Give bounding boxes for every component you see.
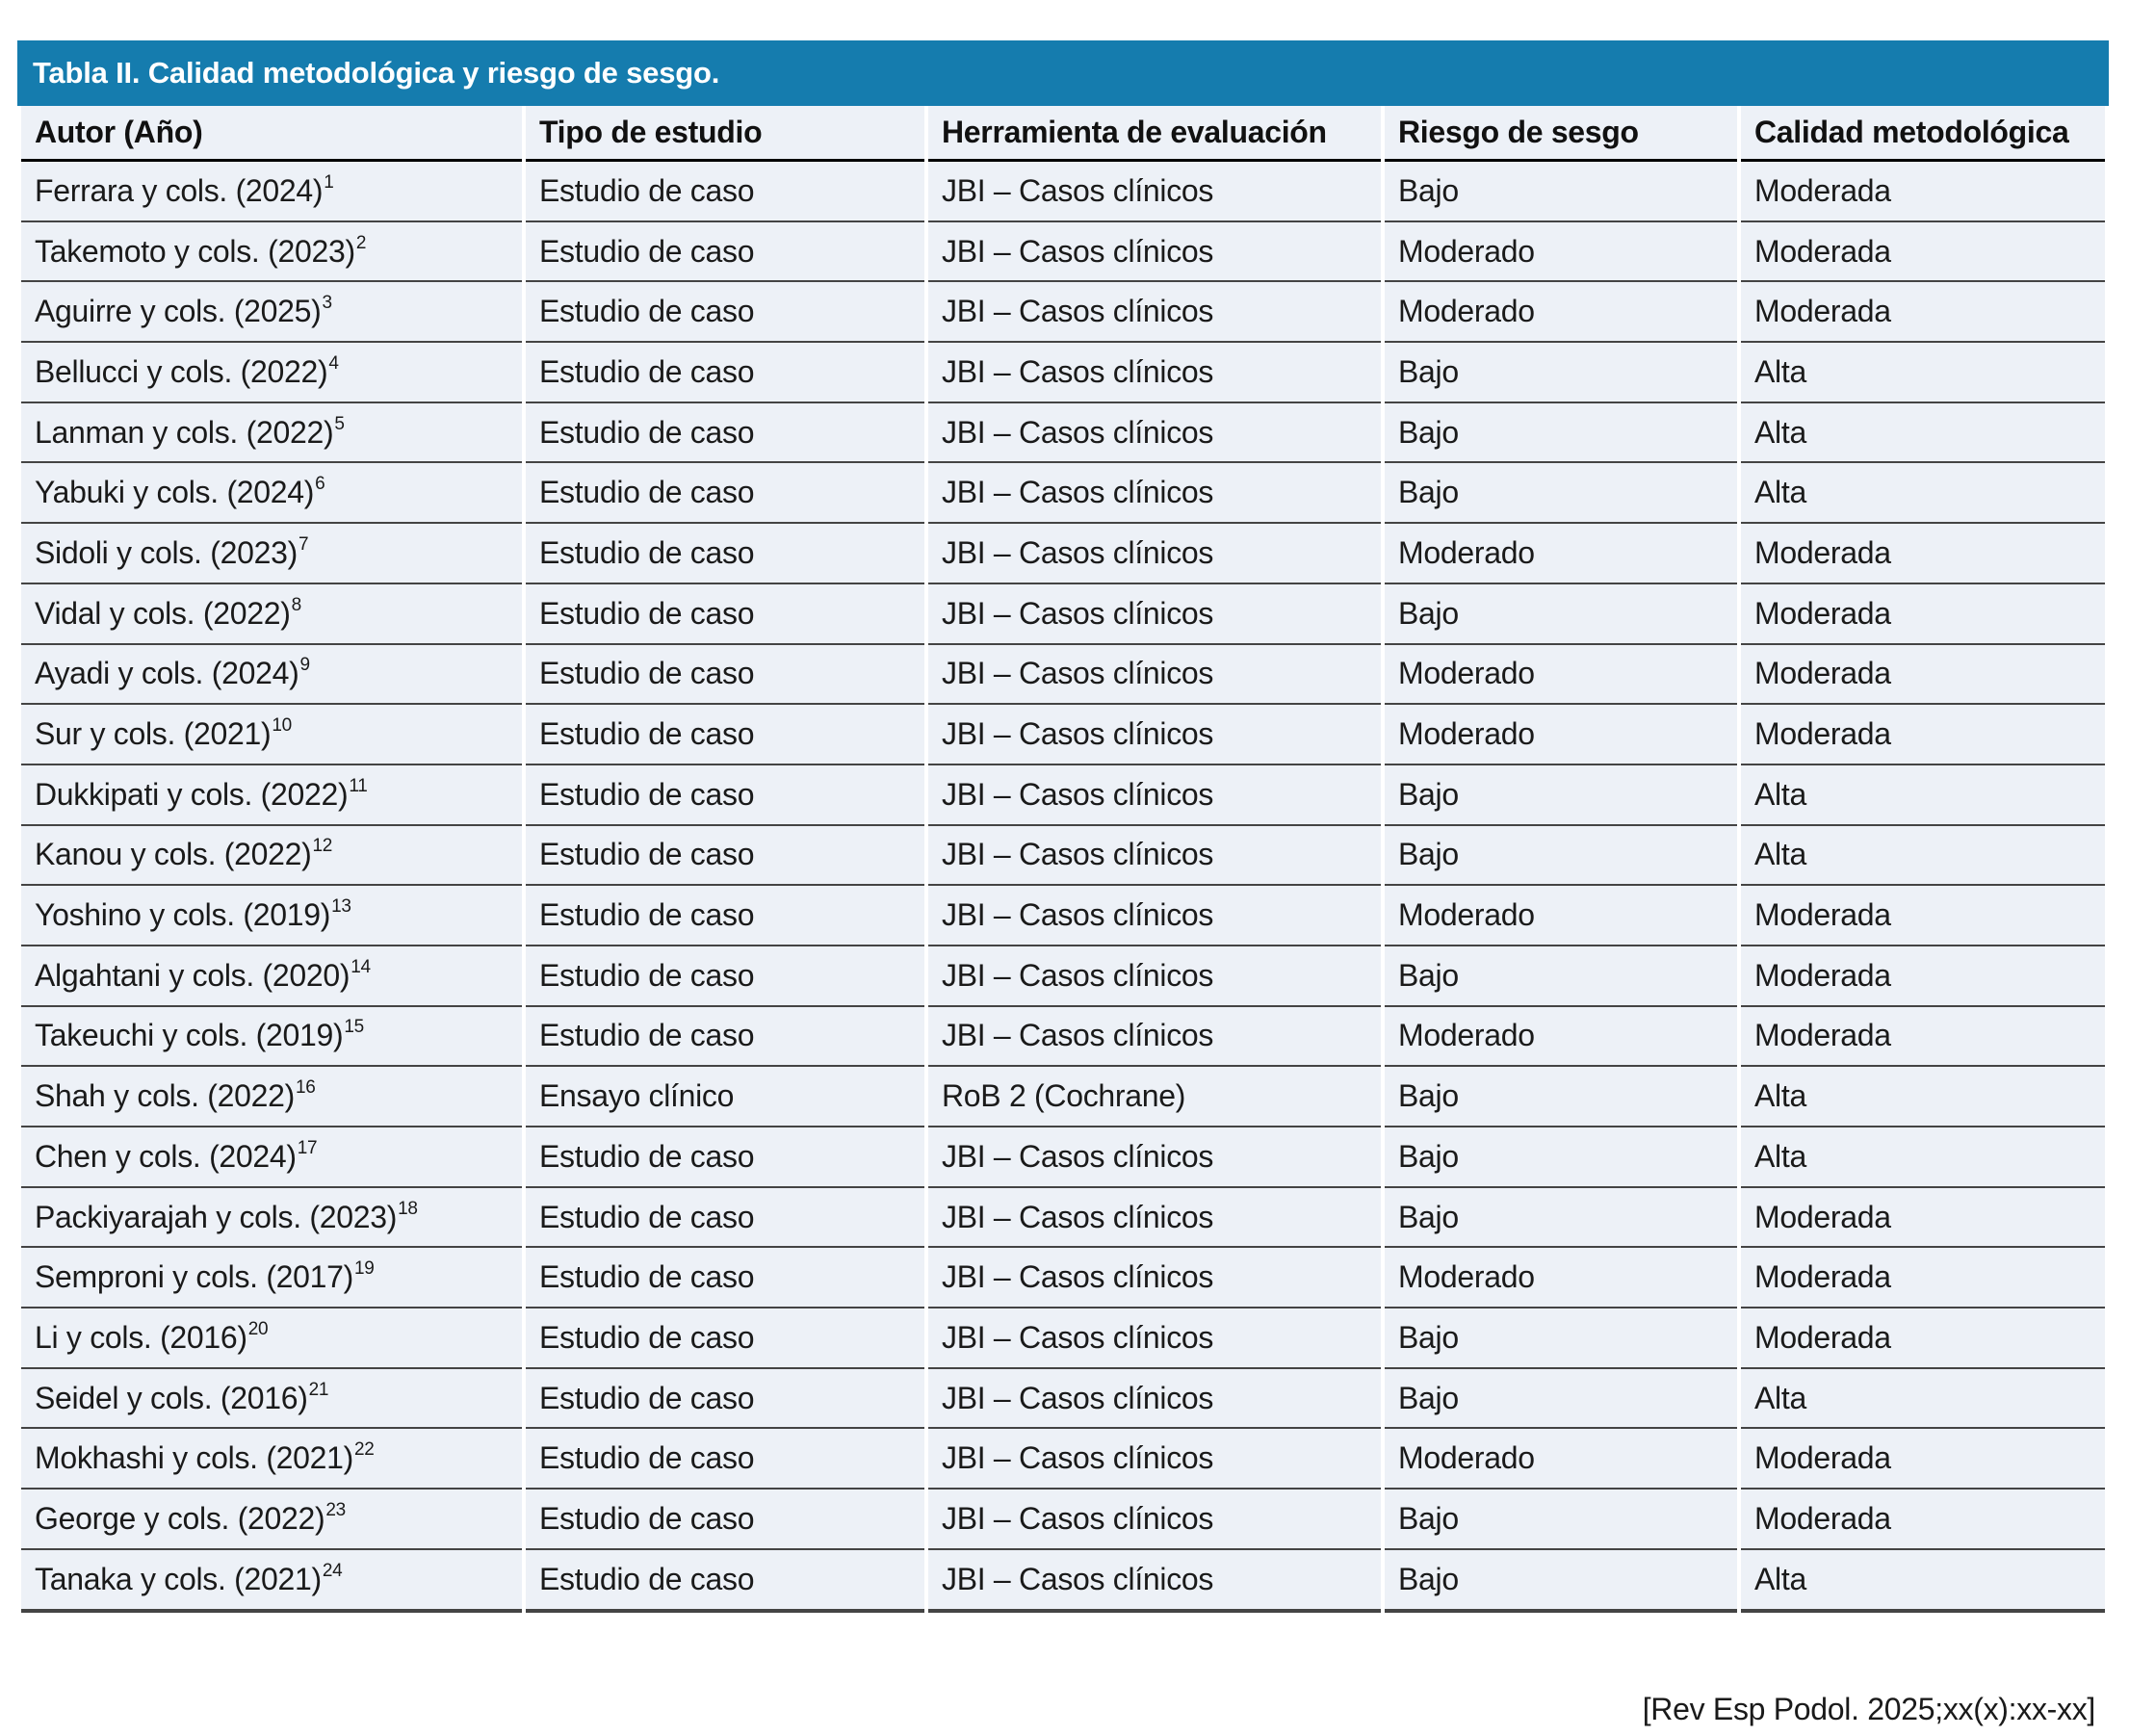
author-text: Lanman y cols. (2022) <box>35 414 334 450</box>
author-text: Dukkipati y cols. (2022) <box>35 776 349 812</box>
author-cell <box>21 765 522 826</box>
author-text: Takeuchi y cols. (2019) <box>35 1018 344 1053</box>
risk-cell: Moderado <box>1385 282 1737 343</box>
tool-cell: JBI – Casos clínicos <box>928 1007 1381 1068</box>
reference-superscript: 9 <box>299 655 310 676</box>
tool-cell: JBI – Casos clínicos <box>928 1308 1381 1369</box>
author-text: Packiyarajah y cols. (2023) <box>35 1199 398 1234</box>
study-type-cell: Estudio de caso <box>526 1369 924 1430</box>
risk-cell: Bajo <box>1385 1127 1737 1188</box>
author-cell <box>21 1067 522 1127</box>
author-text: Semproni y cols. (2017) <box>35 1259 354 1295</box>
study-type-cell: Estudio de caso <box>526 1007 924 1068</box>
tool-cell: JBI – Casos clínicos <box>928 1188 1381 1249</box>
tool-cell: JBI – Casos clínicos <box>928 282 1381 343</box>
author-text: Yabuki y cols. (2024) <box>35 475 315 510</box>
quality-cell: Alta <box>1741 1127 2105 1188</box>
author-cell <box>21 826 522 887</box>
study-type-cell: Ensayo clínico <box>526 1067 924 1127</box>
quality-cell: Moderada <box>1741 282 2105 343</box>
table-row <box>21 403 2105 464</box>
author-cell <box>21 1550 522 1613</box>
author-cell <box>21 705 522 765</box>
quality-cell: Alta <box>1741 1067 2105 1127</box>
risk-cell: Bajo <box>1385 1067 1737 1127</box>
author-text: Seidel y cols. (2016) <box>35 1380 308 1415</box>
study-type-cell: Estudio de caso <box>526 1550 924 1613</box>
tool-cell: JBI – Casos clínicos <box>928 463 1381 524</box>
tool-cell: JBI – Casos clínicos <box>928 1429 1381 1490</box>
risk-cell: Bajo <box>1385 946 1737 1007</box>
study-type-cell: Estudio de caso <box>526 1188 924 1249</box>
tool-cell: JBI – Casos clínicos <box>928 162 1381 222</box>
reference-superscript: 12 <box>312 836 333 857</box>
author-cell <box>21 162 522 222</box>
header-row <box>21 106 2105 162</box>
tool-cell: JBI – Casos clínicos <box>928 343 1381 403</box>
author-text: Chen y cols. (2024) <box>35 1138 297 1174</box>
reference-superscript: 15 <box>344 1017 364 1038</box>
table-row <box>21 524 2105 584</box>
study-type-cell: Estudio de caso <box>526 1490 924 1550</box>
table-row <box>21 765 2105 826</box>
author-cell <box>21 1248 522 1308</box>
study-type-cell: Estudio de caso <box>526 162 924 222</box>
reference-superscript: 5 <box>334 413 345 434</box>
table-row <box>21 1007 2105 1068</box>
author-cell <box>21 222 522 283</box>
study-type-cell: Estudio de caso <box>526 645 924 706</box>
tool-cell: JBI – Casos clínicos <box>928 584 1381 645</box>
reference-superscript: 4 <box>328 352 339 374</box>
risk-cell: Bajo <box>1385 1550 1737 1613</box>
reference-superscript: 21 <box>308 1379 329 1400</box>
tool-cell: JBI – Casos clínicos <box>928 826 1381 887</box>
author-cell <box>21 584 522 645</box>
table-row <box>21 1429 2105 1490</box>
tool-cell: JBI – Casos clínicos <box>928 946 1381 1007</box>
reference-superscript: 8 <box>291 594 301 615</box>
study-type-cell: Estudio de caso <box>526 946 924 1007</box>
risk-cell: Bajo <box>1385 343 1737 403</box>
quality-cell: Moderada <box>1741 1308 2105 1369</box>
reference-superscript: 2 <box>355 232 367 253</box>
quality-cell: Moderada <box>1741 222 2105 283</box>
quality-risk-table <box>17 106 2109 1613</box>
quality-cell: Alta <box>1741 765 2105 826</box>
author-cell <box>21 1490 522 1550</box>
tool-cell: JBI – Casos clínicos <box>928 1550 1381 1613</box>
reference-superscript: 23 <box>325 1499 346 1520</box>
study-type-cell: Estudio de caso <box>526 765 924 826</box>
quality-cell: Moderada <box>1741 946 2105 1007</box>
tool-cell: JBI – Casos clínicos <box>928 1248 1381 1308</box>
author-cell <box>21 886 522 946</box>
quality-cell: Moderada <box>1741 1490 2105 1550</box>
risk-cell: Bajo <box>1385 162 1737 222</box>
reference-superscript: 20 <box>247 1318 269 1339</box>
risk-cell: Moderado <box>1385 1248 1737 1308</box>
quality-cell: Alta <box>1741 403 2105 464</box>
table-body <box>21 162 2105 1613</box>
reference-superscript: 6 <box>315 474 325 495</box>
quality-cell: Alta <box>1741 826 2105 887</box>
risk-cell: Bajo <box>1385 1369 1737 1430</box>
author-cell <box>21 282 522 343</box>
author-cell <box>21 1127 522 1188</box>
author-text: Sur y cols. (2021) <box>35 716 272 752</box>
table-row <box>21 584 2105 645</box>
risk-cell: Moderado <box>1385 524 1737 584</box>
reference-superscript: 1 <box>324 171 334 193</box>
table-row <box>21 826 2105 887</box>
table-row <box>21 222 2105 283</box>
author-cell <box>21 645 522 706</box>
quality-cell: Alta <box>1741 1550 2105 1613</box>
study-type-cell: Estudio de caso <box>526 1429 924 1490</box>
author-text: Li y cols. (2016) <box>35 1319 247 1355</box>
risk-cell: Bajo <box>1385 1188 1737 1249</box>
quality-cell: Moderada <box>1741 584 2105 645</box>
quality-cell: Alta <box>1741 463 2105 524</box>
table-row <box>21 1127 2105 1188</box>
author-cell <box>21 1007 522 1068</box>
quality-cell: Alta <box>1741 343 2105 403</box>
table-row <box>21 282 2105 343</box>
quality-cell: Moderada <box>1741 645 2105 706</box>
author-cell <box>21 1308 522 1369</box>
table-row <box>21 645 2105 706</box>
risk-cell: Bajo <box>1385 1308 1737 1369</box>
tool-cell: JBI – Casos clínicos <box>928 1490 1381 1550</box>
tool-cell: JBI – Casos clínicos <box>928 645 1381 706</box>
author-text: Yoshino y cols. (2019) <box>35 897 331 933</box>
reference-superscript: 22 <box>354 1439 375 1461</box>
tool-cell: JBI – Casos clínicos <box>928 524 1381 584</box>
column-header-tool: Herramienta de evaluación <box>928 106 1381 162</box>
quality-cell: Moderada <box>1741 162 2105 222</box>
quality-cell: Moderada <box>1741 1429 2105 1490</box>
study-type-cell: Estudio de caso <box>526 343 924 403</box>
reference-superscript: 10 <box>272 715 292 737</box>
quality-cell: Moderada <box>1741 705 2105 765</box>
author-text: Algahtani y cols. (2020) <box>35 957 351 993</box>
study-type-cell: Estudio de caso <box>526 1248 924 1308</box>
quality-cell: Moderada <box>1741 1007 2105 1068</box>
author-text: Kanou y cols. (2022) <box>35 837 312 872</box>
author-text: Ferrara y cols. (2024) <box>35 172 324 208</box>
quality-cell: Moderada <box>1741 1188 2105 1249</box>
author-cell <box>21 946 522 1007</box>
author-text: Shah y cols. (2022) <box>35 1078 296 1114</box>
study-type-cell: Estudio de caso <box>526 584 924 645</box>
table-row <box>21 343 2105 403</box>
reference-superscript: 18 <box>398 1198 418 1219</box>
reference-superscript: 19 <box>354 1258 375 1280</box>
tool-cell: JBI – Casos clínicos <box>928 1369 1381 1430</box>
author-cell <box>21 1188 522 1249</box>
study-type-cell: Estudio de caso <box>526 1308 924 1369</box>
risk-cell: Bajo <box>1385 1490 1737 1550</box>
table-row <box>21 463 2105 524</box>
author-cell <box>21 343 522 403</box>
study-type-cell: Estudio de caso <box>526 222 924 283</box>
author-text: Mokhashi y cols. (2021) <box>35 1440 354 1476</box>
tool-cell: JBI – Casos clínicos <box>928 705 1381 765</box>
column-header-author: Autor (Año) <box>21 106 522 162</box>
author-text: Bellucci y cols. (2022) <box>35 353 328 389</box>
tool-cell: JBI – Casos clínicos <box>928 886 1381 946</box>
tool-cell: JBI – Casos clínicos <box>928 1127 1381 1188</box>
tool-cell: JBI – Casos clínicos <box>928 765 1381 826</box>
table-row <box>21 705 2105 765</box>
methodological-quality-table-figure <box>17 40 2109 1727</box>
risk-cell: Bajo <box>1385 765 1737 826</box>
tool-cell: RoB 2 (Cochrane) <box>928 1067 1381 1127</box>
author-cell <box>21 1369 522 1430</box>
table-title-bar <box>17 40 2109 106</box>
column-header-quality: Calidad metodológica <box>1741 106 2105 162</box>
study-type-cell: Estudio de caso <box>526 282 924 343</box>
table-row <box>21 1490 2105 1550</box>
table-row <box>21 946 2105 1007</box>
author-text: Tanaka y cols. (2021) <box>35 1561 322 1596</box>
quality-cell: Moderada <box>1741 886 2105 946</box>
author-cell <box>21 524 522 584</box>
study-type-cell: Estudio de caso <box>526 524 924 584</box>
author-cell <box>21 463 522 524</box>
table-row <box>21 1188 2105 1249</box>
author-text: Sidoli y cols. (2023) <box>35 534 298 570</box>
reference-superscript: 24 <box>322 1560 343 1581</box>
reference-superscript: 13 <box>331 896 351 918</box>
table-title: Tabla II. Calidad metodológica y riesgo de sesgo. <box>33 56 720 90</box>
study-type-cell: Estudio de caso <box>526 1127 924 1188</box>
table-row <box>21 1308 2105 1369</box>
risk-cell: Bajo <box>1385 826 1737 887</box>
table-row <box>21 162 2105 222</box>
quality-cell: Alta <box>1741 1369 2105 1430</box>
author-cell <box>21 403 522 464</box>
author-text: George y cols. (2022) <box>35 1500 325 1536</box>
table-row <box>21 886 2105 946</box>
column-header-risk: Riesgo de sesgo <box>1385 106 1737 162</box>
reference-superscript: 17 <box>297 1137 318 1158</box>
author-text: Takemoto y cols. (2023) <box>35 233 355 269</box>
risk-cell: Moderado <box>1385 222 1737 283</box>
tool-cell: JBI – Casos clínicos <box>928 222 1381 283</box>
study-type-cell: Estudio de caso <box>526 886 924 946</box>
author-text: Vidal y cols. (2022) <box>35 595 291 631</box>
risk-cell: Moderado <box>1385 1007 1737 1068</box>
study-type-cell: Estudio de caso <box>526 826 924 887</box>
table-row <box>21 1248 2105 1308</box>
risk-cell: Bajo <box>1385 463 1737 524</box>
study-type-cell: Estudio de caso <box>526 705 924 765</box>
author-text: Ayadi y cols. (2024) <box>35 656 299 691</box>
risk-cell: Moderado <box>1385 1429 1737 1490</box>
reference-superscript: 11 <box>349 775 368 796</box>
reference-superscript: 16 <box>296 1077 316 1099</box>
tool-cell: JBI – Casos clínicos <box>928 403 1381 464</box>
table-row <box>21 1067 2105 1127</box>
column-header-study-type: Tipo de estudio <box>526 106 924 162</box>
risk-cell: Moderado <box>1385 645 1737 706</box>
journal-citation: [Rev Esp Podol. 2025;xx(x):xx-xx] <box>1642 1691 2095 1726</box>
study-type-cell: Estudio de caso <box>526 463 924 524</box>
risk-cell: Bajo <box>1385 584 1737 645</box>
risk-cell: Moderado <box>1385 886 1737 946</box>
reference-superscript: 3 <box>322 293 332 314</box>
study-type-cell: Estudio de caso <box>526 403 924 464</box>
risk-cell: Bajo <box>1385 403 1737 464</box>
reference-superscript: 7 <box>298 533 309 555</box>
author-cell <box>21 1429 522 1490</box>
quality-cell: Moderada <box>1741 524 2105 584</box>
table-row <box>21 1369 2105 1430</box>
author-text: Aguirre y cols. (2025) <box>35 294 322 329</box>
quality-cell: Moderada <box>1741 1248 2105 1308</box>
risk-cell: Moderado <box>1385 705 1737 765</box>
reference-superscript: 14 <box>351 956 371 977</box>
table-row <box>21 1550 2105 1613</box>
